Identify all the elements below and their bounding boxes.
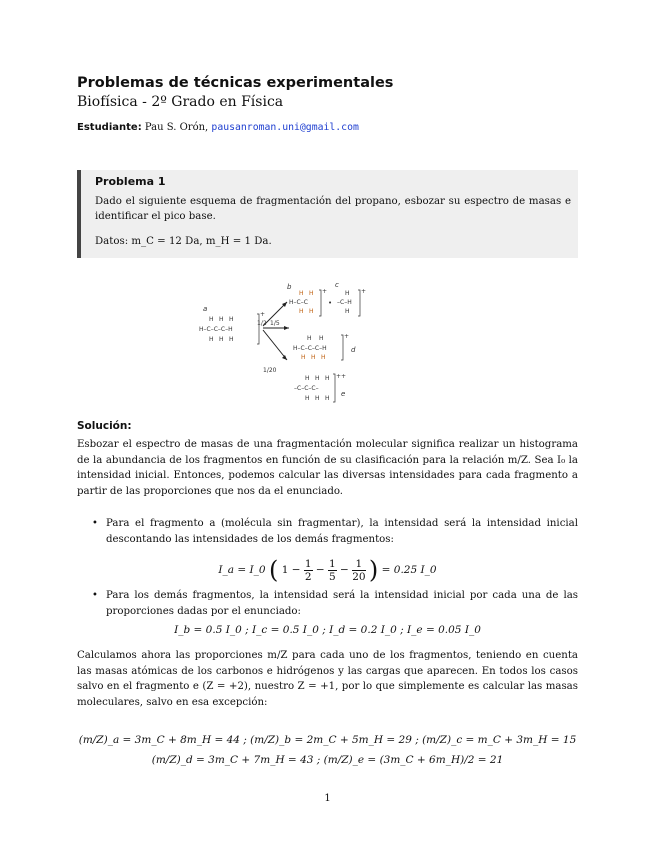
fragment-label-e: e — [341, 390, 346, 398]
dication-fragment — [294, 375, 330, 402]
svg-text:H: H — [315, 395, 320, 402]
svg-text:–C–C–C–: –C–C–C– — [294, 385, 319, 392]
svg-text:H: H — [321, 354, 326, 361]
problem-statement: Dado el siguiente esquema de fragmentación del propano, esbozar su espectro de masas e identificar el pico base. — [95, 196, 571, 222]
svg-text:H–C–C–C–H: H–C–C–C–H — [293, 345, 327, 352]
bullet-marker: • — [92, 518, 98, 529]
student-email-link[interactable]: pausanroman.uni@gmail.com — [211, 122, 359, 133]
plus-sign-b: + — [322, 288, 328, 295]
problem-data-prefix: Datos: — [95, 236, 129, 247]
student-name: Pau S. Orón, — [144, 122, 209, 133]
arrow-label-2: 1/5 — [270, 320, 280, 327]
eq1-one: 1 — [281, 564, 289, 576]
svg-text:H: H — [325, 375, 330, 382]
problem-data — [95, 236, 272, 247]
svg-text:H: H — [301, 354, 306, 361]
solution-intro: Esbozar el espectro de masas de una fragmentación molecular significa realizar un histograma de la abundancia de los fragmentos en función de su clasificación para la relación m/Z. Sea I₀ la intensidad inicial. Entonces, podemos calcular las diversas intensidades para cada fragmento a partir de las proporciones que nos da el enunciado. — [77, 439, 578, 497]
fragment-label-a: a — [203, 305, 208, 313]
svg-text:H: H — [325, 395, 330, 402]
svg-text:H: H — [345, 308, 350, 315]
plus-sign-a: + — [260, 311, 266, 318]
equation-intensity-a: I_a = I_0 ( 1 − $\frac{1}{2}$ − $\frac{1}{5}$ − $\frac{1}{20}$ ) = 0.25 I_0 — [218, 556, 437, 584]
bullet-other-fragments: Para los demás fragmentos, la intensidad será la intensidad inicial por cada una de las proporciones dadas por el enunciado: — [106, 590, 578, 617]
svg-text:H–C–C–C–H: H–C–C–C–H — [199, 326, 233, 333]
svg-text:H: H — [307, 335, 312, 342]
propane-molecule — [199, 316, 234, 343]
bullet-fragment-a: Para el fragmento a (molécula sin fragmentar), la intensidad será la intensidad inicial descontando las intensidades de los demás fragmentos: — [106, 518, 578, 545]
ethyl-fragment — [289, 290, 314, 315]
fragment-label-b: b — [287, 283, 292, 291]
fragment-label-c: c — [335, 281, 339, 289]
student-label: Estudiante: — [77, 122, 142, 133]
eq1-lhs: I_a = I_0 — [218, 564, 266, 576]
methyl-fragment — [337, 290, 352, 315]
svg-text:H: H — [209, 316, 214, 323]
arrow-label-1: 1/2 — [257, 320, 267, 327]
student-line — [77, 122, 359, 133]
problem-heading: Problema 1 — [95, 175, 166, 188]
equation-mz-2: (m/Z)_d = 3m_C + 7m_H = 43 ; (m/Z)_e = (3m_C + 6m_H)/2 = 21 — [151, 754, 504, 766]
svg-text:H: H — [229, 336, 234, 343]
svg-text:H: H — [345, 290, 350, 297]
svg-text:H: H — [299, 290, 304, 297]
document-subtitle: Biofísica - 2º Grado en Física — [77, 94, 284, 110]
plus-sign-c: + — [361, 288, 367, 295]
svg-text:H: H — [309, 290, 314, 297]
svg-text:H: H — [315, 375, 320, 382]
propane-fragmentation-scheme — [195, 278, 385, 408]
equation-intensities: I_b = 0.5 I_0 ; I_c = 0.5 I_0 ; I_d = 0.2 I_0 ; I_e = 0.05 I_0 — [174, 624, 481, 636]
svg-text:H–C–C: H–C–C — [289, 299, 308, 306]
svg-text:•: • — [328, 299, 333, 307]
svg-text:–C–H: –C–H — [337, 299, 352, 306]
document-title: Problemas de técnicas experimentales — [77, 75, 394, 91]
svg-text:H: H — [305, 395, 310, 402]
svg-text:H: H — [299, 308, 304, 315]
svg-text:H: H — [219, 336, 224, 343]
svg-text:H: H — [305, 375, 310, 382]
fragment-label-d: d — [351, 346, 356, 354]
propyl-fragment — [293, 335, 327, 361]
svg-text:H: H — [209, 336, 214, 343]
svg-text:H: H — [229, 316, 234, 323]
svg-text:H: H — [319, 335, 324, 342]
solution-heading: Solución: — [77, 420, 132, 432]
equation-mz-1: (m/Z)_a = 3m_C + 8m_H = 44 ; (m/Z)_b = 2m_C + 5m_H = 29 ; (m/Z)_c = m_C + 3m_H = 15 — [78, 734, 577, 746]
arrow-label-3: 1/20 — [263, 367, 277, 374]
svg-text:H: H — [219, 316, 224, 323]
plus-sign-d: + — [344, 333, 350, 340]
bullet-marker: • — [92, 590, 98, 601]
svg-text:H: H — [309, 308, 314, 315]
problem-box — [77, 170, 578, 258]
page-number: 1 — [324, 793, 331, 804]
svg-text:H: H — [311, 354, 316, 361]
problem-data-equation: m_C = 12 Da, m_H = 1 Da. — [131, 236, 272, 247]
plus-sign-e: ++ — [336, 373, 347, 380]
eq1-rhs: = 0.25 I_0 — [381, 564, 437, 576]
solution-paragraph-2: Calculamos ahora las proporciones m/Z para cada uno de los fragmentos, teniendo en cuenta las masas atómicas de los carbonos e hidrógenos y las cargas que aparecen. En todos los casos salvo en el fragmento e (Z = +2), nuestro Z = +1, por lo que simplemente es calcular las masas moleculares, salvo en esa excepción: — [77, 650, 578, 708]
